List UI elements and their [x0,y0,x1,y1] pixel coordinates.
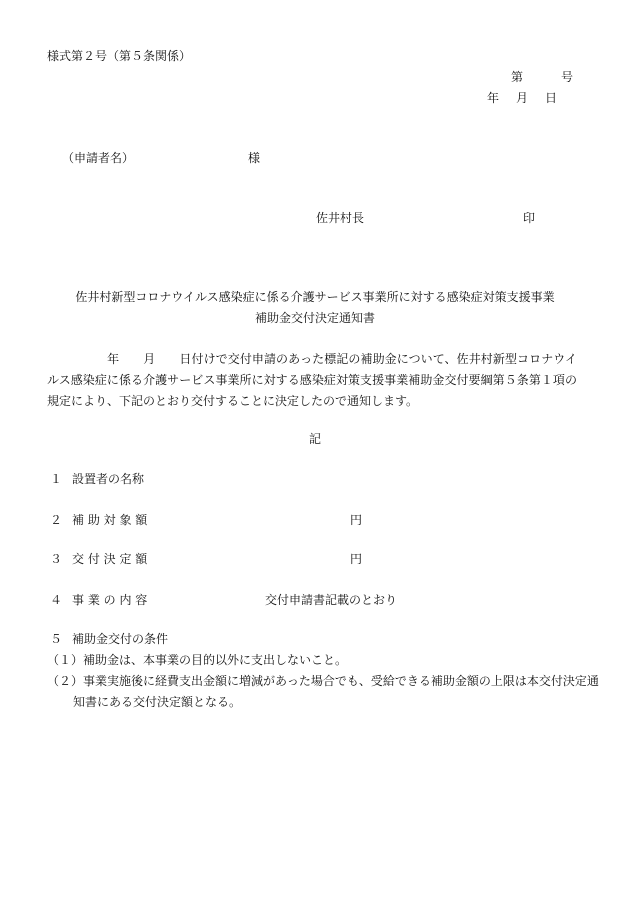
addressee-honorific: 様 [248,151,261,165]
form-number: 様式第２号（第５条関係） [47,49,192,63]
item-2-label: 補 助 対 象 額 [72,513,148,527]
condition-2-marker: （２） [47,674,84,688]
condition-item-2 [47,671,603,713]
condition-1-marker: （１） [47,653,84,667]
body-year: 年 [107,352,120,366]
item-3-value: 円 [350,552,363,566]
document-number [511,68,573,86]
date-month: 月 [516,91,529,105]
issuer-name: 佐井村長 [316,211,365,225]
title-line-2: 補助金交付決定通知書 [254,311,375,325]
ki-heading: 記 [308,432,321,446]
conditions-heading: 補助金交付の条件 [72,632,169,646]
applicant-name-label: （申請者名） [62,151,135,165]
condition-item-1 [47,650,603,671]
title-line-1: 佐井村新型コロナウイルス感染症に係る介護サービス事業所に対する感染症対策支援事業 [75,290,555,304]
item-2-number: ２ [50,513,63,527]
date-year: 年 [487,91,500,105]
doc-number-suffix: 号 [561,70,574,84]
conditions-number: ５ [50,632,63,646]
item-3-number: ３ [50,552,63,566]
doc-number-prefix: 第 [511,70,524,84]
item-1-number: １ [50,472,63,486]
item-4-value: 交付申請書記載のとおり [265,593,398,607]
body-month: 月 [143,352,156,366]
item-4-number: ４ [50,593,63,607]
item-1-label: 設置者の名称 [72,472,145,486]
body-paragraph [47,349,577,412]
seal-mark: 印 [523,211,536,225]
body-text: 日付けで交付申請のあった標記の補助金について、佐井村新型コロナウイルス感染症に係る介護サービス事業所に対する感染症対策支援事業補助金交付要綱第５条第１項の規定により、下記のとおり交付することに決定したので通知します。 [47,352,577,408]
issue-date [487,89,557,107]
item-4-label: 事 業 の 内 容 [72,593,148,607]
item-2-value: 円 [350,513,363,527]
item-3-label: 交 付 決 定 額 [72,552,148,566]
condition-2-text: 事業実施後に経費支出金額に増減があった場合でも、受給できる補助金額の上限は本交付決定通知書にある交付決定額となる。 [73,674,599,709]
date-day: 日 [545,91,558,105]
condition-1-text: 補助金は、本事業の目的以外に支出しないこと。 [83,653,348,667]
